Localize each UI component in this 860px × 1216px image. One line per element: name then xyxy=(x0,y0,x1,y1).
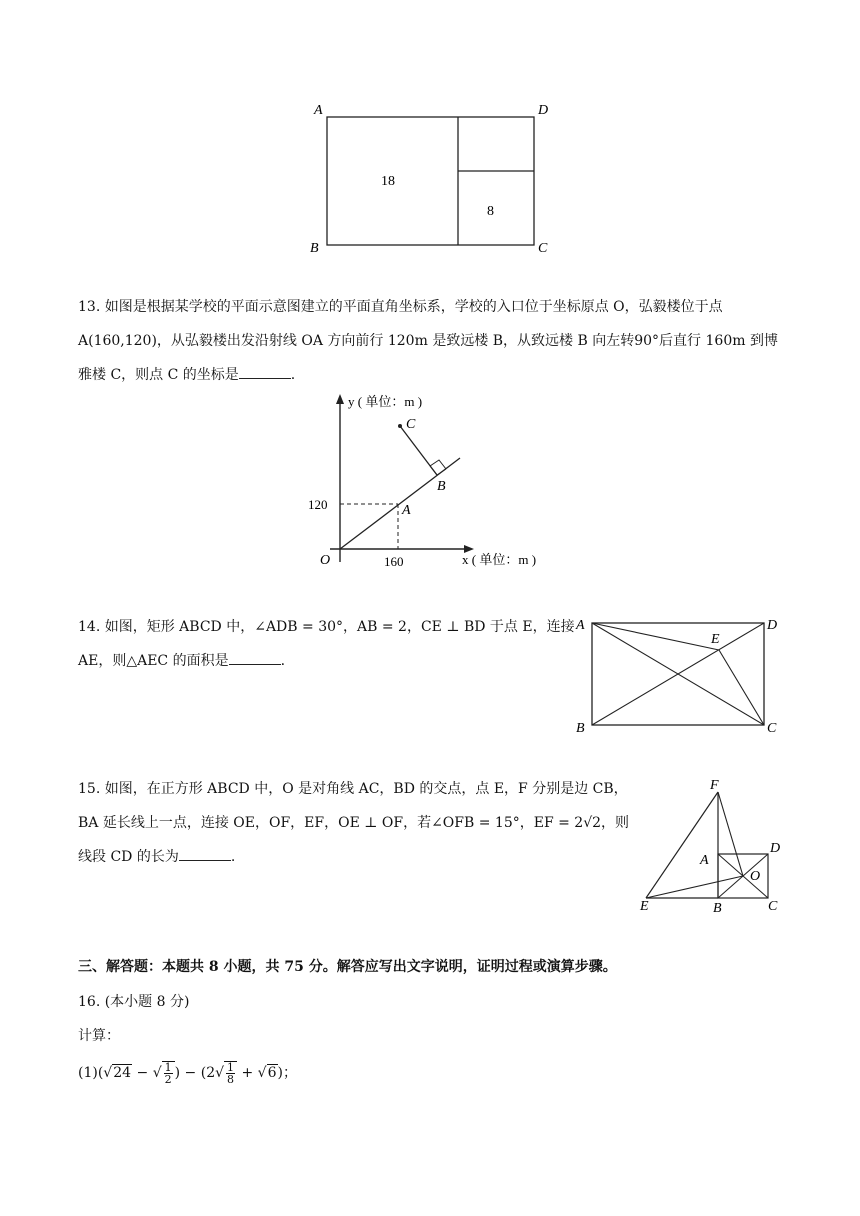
answer-blank xyxy=(179,847,231,861)
q16-part1: (1)(√24 − √ $\frac{1}{2}$ ) − (2√ $\frac{1}{8}$ + √6)； xyxy=(78,1060,297,1086)
q13-line3-text: 雅楼 C，则点 C 的坐标是 xyxy=(78,367,239,383)
q15-line3 xyxy=(78,846,235,868)
q14-label-A: A xyxy=(576,618,585,633)
q13-line3-end: . xyxy=(290,367,296,383)
sqrt-6: 6 xyxy=(267,1065,277,1081)
coefficient-2: 2 xyxy=(206,1065,216,1081)
section-3-title: 三、解答题：本题共 8 小题，共 75 分。解答应写出文字说明，证明过程或演算步骤。 xyxy=(78,959,617,975)
q15-line1: 15. 如图，在正方形 ABCD 中，O 是对角线 AC，BD 的交点，点 E，F 分别是边 CB， xyxy=(78,781,628,797)
sqrt-eighth xyxy=(224,1061,237,1085)
frac2-denominator: 8 xyxy=(227,1072,235,1086)
q15-label-C: C xyxy=(768,899,778,914)
y-axis-label: y ( 单位：m ) xyxy=(348,394,423,409)
figure-q14-rectangle xyxy=(572,610,787,738)
q14-line2 xyxy=(78,650,285,672)
frac1-numerator: 1 xyxy=(164,1060,172,1074)
q16-instruction: 计算： xyxy=(78,1028,120,1044)
label-D: D xyxy=(538,103,549,118)
q16-part1-label: (1) xyxy=(78,1065,98,1081)
point-B-label: B xyxy=(437,479,446,494)
x-axis-label: x ( 单位：m ) xyxy=(462,552,537,567)
q15-line3-end: . xyxy=(230,849,236,865)
q15-label-A: A xyxy=(700,853,709,868)
origin-label: O xyxy=(320,553,331,568)
frac2-numerator: 1 xyxy=(227,1060,235,1074)
sqrt-half xyxy=(162,1061,175,1085)
q15-label-E: E xyxy=(640,899,649,914)
q15-label-O: O xyxy=(750,869,761,884)
q14-label-E: E xyxy=(711,632,720,647)
q15-line3-text: 线段 CD 的长为 xyxy=(78,849,179,865)
label-C: C xyxy=(538,241,548,256)
label-B: B xyxy=(310,241,319,256)
point-C-label: C xyxy=(406,417,416,432)
area-big: 18 xyxy=(381,174,395,189)
q14-line1: 14. 如图，矩形 ABCD 中，∠ADB = 30°，AB = 2，CE ⊥ BD 于点 E，连接 xyxy=(78,619,575,635)
label-A: A xyxy=(314,103,323,118)
figure-q13-coordinates xyxy=(300,392,570,577)
fraction-1-8 xyxy=(226,1062,235,1085)
answer-blank xyxy=(229,651,281,665)
q14-label-D: D xyxy=(767,618,778,633)
q14-line2-text: AE，则△AEC 的面积是 xyxy=(78,653,229,669)
q14-line2-end: . xyxy=(280,653,286,669)
fraction-1-2 xyxy=(164,1062,173,1085)
figure-q15-square xyxy=(632,776,792,916)
q13-line3 xyxy=(78,364,295,386)
q16-header: 16. (本小题 8 分) xyxy=(78,994,190,1010)
figure-q12-rectangles xyxy=(300,95,570,260)
q15-label-F: F xyxy=(710,778,719,793)
sqrt-24: 24 xyxy=(113,1065,132,1081)
q13-line1: 13. 如图是根据某学校的平面示意图建立的平面直角坐标系，学校的入口位于坐标原点 O，弘毅楼位于点 xyxy=(78,299,723,315)
q14-label-C: C xyxy=(767,721,777,736)
frac1-denominator: 2 xyxy=(164,1072,172,1086)
answer-blank xyxy=(239,365,291,379)
q14-label-B: B xyxy=(576,721,585,736)
q15-label-D: D xyxy=(770,841,781,856)
q13-line2: A(160,120)，从弘毅楼出发沿射线 OA 方向前行 120m 是致远楼 B，从致远楼 B 向左转90°后直行 160m 到博 xyxy=(78,333,778,349)
tick-x-160: 160 xyxy=(384,554,404,569)
q15-line2: BA 延长线上一点，连接 OE，OF，EF，OE ⊥ OF，若∠OFB = 15°，EF = 2√2，则 xyxy=(78,815,630,831)
area-small: 8 xyxy=(487,204,494,219)
q15-label-B: B xyxy=(713,901,722,916)
point-A-label: A xyxy=(402,503,411,518)
tick-y-120: 120 xyxy=(308,497,328,512)
